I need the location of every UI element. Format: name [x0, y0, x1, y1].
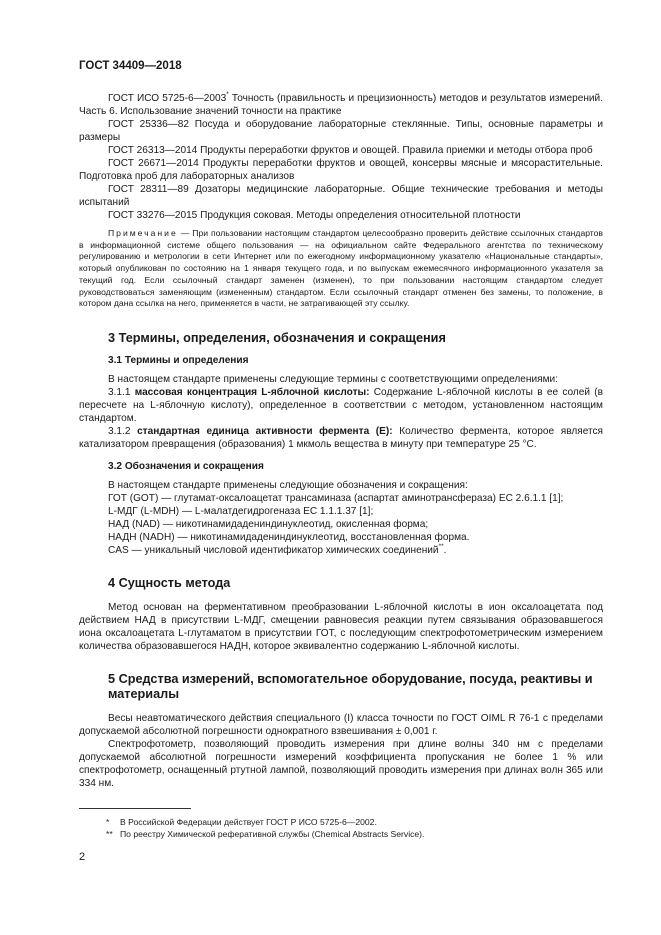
reference-item: ГОСТ 26671—2014 Продукты переработки фруктов и овощей, консервы мясные и мясорастительные. Подготовка проб для лабораторных анализов [79, 158, 603, 182]
reference-item: ГОСТ 25336—82 Посуда и оборудование лабораторные стеклянные. Типы, основные параметры и размеры [79, 119, 603, 143]
abbreviation-item: L-МДГ (L-MDH) — L-малатдегидрогеназа ЕС 1.1.1.37 [1]; [108, 506, 374, 518]
abbreviation-item: ГОТ (GOT) — глутамат-оксалоацетат трансаминаза (аспартат аминотрансфераза) ЕС 2.6.1.1 [1]; [108, 493, 564, 505]
section-3-2-title: 3.2 Обозначения и сокращения [108, 461, 264, 473]
footnote-mark: ** [438, 543, 444, 551]
footnote-mark: * [226, 91, 229, 98]
term-3-1-1: 3.1.1 массовая концентрация L-яблочной кислоты: Содержание L-яблочной кислоты в ее солей (в пересчете на L-яблочную кислоту), определенное в соответствии с методом, установленном настоящим стандартом. [79, 387, 604, 425]
footnotes [79, 816, 603, 840]
section-3-1-title: 3.1 Термины и определения [108, 355, 249, 367]
abbreviation-item: НАД (NAD) — никотинамидадениндинуклеотид, окисленная форма; [108, 519, 429, 531]
term-3-1-2: 3.1.2 стандартная единица активности фермента (E): Количество фермента, которое является катализатором превращения (образования) 1 мкмоль вещества в минуту при температуре 25 °С. [79, 426, 603, 451]
abbreviations-intro: В настоящем стандарте применены следующие обозначения и сокращения: [108, 480, 468, 492]
abbreviation-item: CAS — уникальный числовой идентификатор химических соединений**. [108, 543, 447, 557]
terms-intro: В настоящем стандарте применены следующие термины с соответствующими определениями: [108, 374, 558, 386]
section-5-paragraph: Спектрофотометр, позволяющий проводить измерения при длине волны 340 нм с пределами допускаемой абсолютной погрешности измерений коэффициента пропускания не более 1 % или спектрофотометр, оснащенный ртутной лампой, позволяющий проводить измерения при длинах волн 365 или 334 нм. [79, 738, 603, 789]
footnote-item: * В Российской Федерации действует ГОСТ Р ИСО 5725-6—2002. [106, 817, 377, 827]
section-4-title: 4 Сущность метода [108, 576, 231, 591]
reference-item: ГОСТ 26313—2014 Продукты переработки фруктов и овощей. Правила приемки и методы отбора проб [108, 145, 593, 156]
reference-item: ГОСТ ИСО 5725-6—2003* Точность (правильность и прецизионность) методов и результатов измерений. Часть 6. Использование значений точности на практике [79, 91, 603, 117]
reference-item: ГОСТ 33276—2015 Продукция соковая. Методы определения относительной плотности [108, 210, 521, 221]
page-number: 2 [79, 851, 86, 863]
footnote-separator [79, 808, 191, 809]
note-paragraph: Примечание — При пользовании настоящим стандартом целесообразно проверить действие ссылочных стандартов в информационной системе общего пользования — на официальном сайте Федерального агентства по техническому регулированию и метрологии в сети Интернет или по ежегодному информационному указателю «Национальные стандарты», который опубликован по состоянию на 1 января текущего года, и по выпускам ежемесячного информационного указателя за текущий год. Если ссылочный стандарт заменен (изменен), то при пользовании настоящим стандартом следует руководствоваться заменяющим (измененным) стандартом. Если ссылочный стандарт отменен без замены, то положение, в котором дана ссылка на него, применяется в части, не затрагивающей эту ссылку. [79, 228, 603, 309]
reference-item: ГОСТ 28311—89 Дозаторы медицинские лабораторные. Общие технические требования и методы испытаний [79, 184, 603, 208]
abbreviation-item: НАДН (NADH) — никотинамидадениндинуклеотид, восстановленная форма. [108, 532, 470, 544]
section-5-paragraph: Весы неавтоматического действия специального (I) класса точности по ГОСТ OIML R 76-1 с пределами допускаемой абсолютной погрешности однократного взвешивания ± 0,001 г. [79, 712, 603, 737]
normative-references [79, 92, 603, 222]
footnote-item: ** По реестру Химической реферативной службы (Chemical Abstracts Service). [106, 829, 425, 839]
page-header: ГОСТ 34409—2018 [79, 60, 182, 72]
section-5-title: 5 Средства измерений, вспомогательное оборудование, посуда, реактивы и материалы [108, 671, 593, 702]
note-label: Примечание [108, 228, 178, 238]
section-4-text: Метод основан на ферментативном преобразовании L-яблочной кислоты в ион оксалоацетата под действием НАД в присутствии L-МДГ, смещении равновесия реакции путем связывания образовавшегося иона оксалоацетата L-глутаматом в присутствии ГОТ, с последующим спектрофотометрическим измерением количества образовавшегося НАДН, которое эквивалентно содержанию L-яблочной кислоты. [79, 601, 603, 652]
page-content [79, 92, 603, 790]
section-3-title: 3 Термины, определения, обозначения и сокращения [108, 330, 446, 345]
